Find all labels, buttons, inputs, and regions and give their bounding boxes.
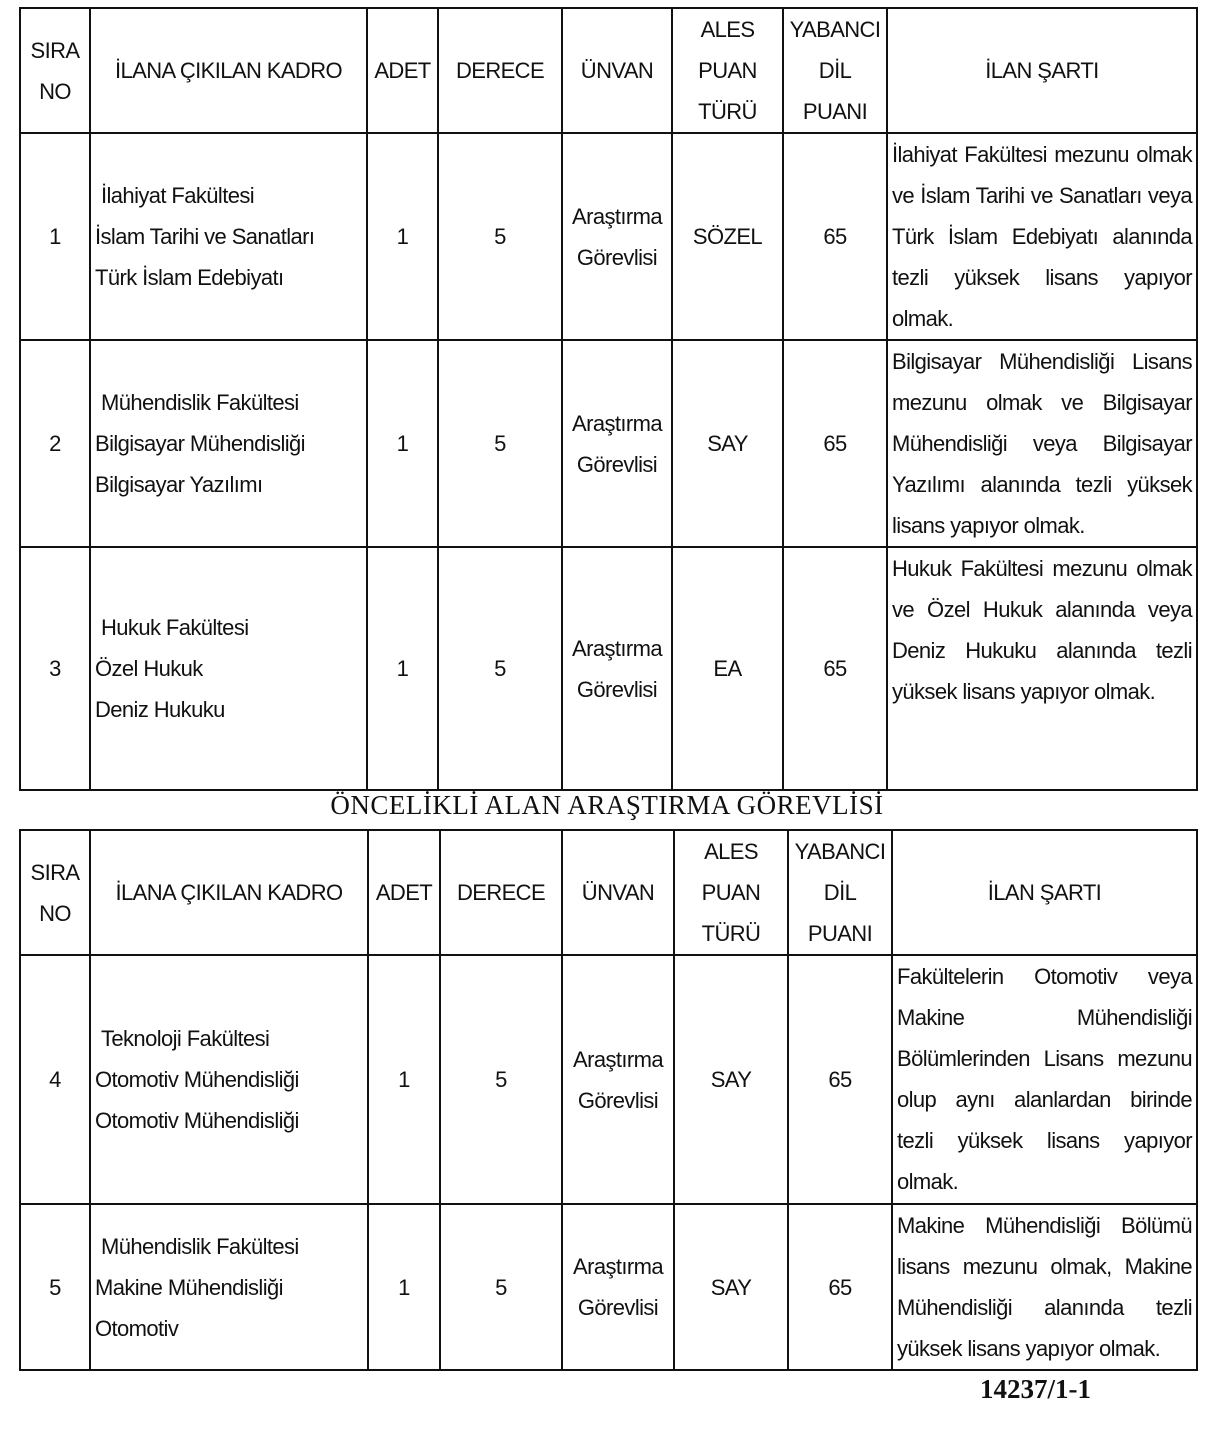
header-yabanci-dil-puani [788, 830, 892, 955]
header-ales-puan-turu [672, 8, 783, 133]
header-derece [438, 8, 562, 133]
header-label: ÜNVAN [580, 58, 654, 83]
cell-ilan-sarti: İlahiyat Fakültesi mezunu olmak ve İslam Tarihi ve Sanatları veya Türk İslam Edebiyatı alanında tezli yüksek lisans yapıyor olmak. [887, 133, 1197, 340]
cell-adet: 1 [368, 955, 440, 1204]
header-label: YABANCI DİL PUANI [794, 839, 886, 946]
header-sira-no [20, 830, 90, 955]
unvan-text: Araştırma Görevlisi [573, 1046, 663, 1113]
kadro-line: Otomotiv [95, 1315, 179, 1341]
header-adet [367, 8, 438, 133]
cell-yabanci-dil-puani: 65 [783, 133, 887, 340]
header-label: SIRA NO [30, 37, 80, 104]
header-label: ÜNVAN [581, 880, 655, 905]
cell-kadro [90, 133, 367, 340]
cell-yabanci-dil-puani: 65 [783, 340, 887, 547]
kadro-line: Özel Hukuk [95, 656, 203, 681]
cell-unvan [562, 547, 672, 790]
unvan-text: Araştırma Görevlisi [573, 1254, 663, 1320]
kadro-line: Otomotiv Mühendisliği [95, 1067, 299, 1092]
header-label: YABANCI DİL PUANI [789, 17, 881, 124]
cell-derece: 5 [440, 955, 562, 1204]
header-ilan-sarti [887, 8, 1197, 133]
table-row [20, 1204, 1197, 1370]
cell-unvan [562, 1204, 674, 1370]
cell-ilan-sarti: Bilgisayar Mühendisliği Lisans mezunu olmak ve Bilgisayar Mühendisliği veya Bilgisayar Yazılımı alanında tezli yüksek lisans yapıyor olmak. [887, 340, 1197, 547]
header-kadro [90, 830, 368, 955]
unvan-text: Araştırma Görevlisi [572, 635, 662, 702]
cell-ilan-sarti: Hukuk Fakültesi mezunu olmak ve Özel Hukuk alanında veya Deniz Hukuku alanında tezli yüksek lisans yapıyor olmak. [887, 547, 1197, 790]
header-ales-puan-turu [674, 830, 788, 955]
cell-adet: 1 [367, 133, 438, 340]
cell-ales-puan-turu: SAY [674, 1204, 788, 1370]
kadro-line: Teknoloji Fakültesi [101, 1026, 270, 1051]
header-row [20, 8, 1197, 133]
header-label: ADET [375, 880, 433, 905]
cell-ilan-sarti: Fakültelerin Otomotiv veya Makine Mühendisliği Bölümlerinden Lisans mezunu olup aynı alanlardan birinde tezli yüksek lisans yapıyor olmak. [892, 955, 1197, 1204]
cell-sira-no: 2 [20, 340, 90, 547]
section-title: ÖNCELİKLİ ALAN ARAŞTIRMA GÖREVLİSİ [330, 790, 884, 820]
header-unvan [562, 830, 674, 955]
kadro-line: Bilgisayar Yazılımı [95, 472, 263, 497]
cell-ilan-sarti: Makine Mühendisliği Bölümü lisans mezunu olmak, Makine Mühendisliği alanında tezli yüksek lisans yapıyor olmak. [892, 1204, 1197, 1370]
header-row [20, 830, 1197, 955]
cell-derece: 5 [438, 133, 562, 340]
cell-kadro [90, 547, 367, 790]
positions-table-1 [19, 7, 1198, 791]
table-row [20, 955, 1197, 1204]
header-label: İLAN ŞARTI [987, 880, 1102, 905]
cell-yabanci-dil-puani: 65 [788, 955, 892, 1204]
kadro-line: Hukuk Fakültesi [101, 615, 249, 640]
cell-sira-no: 1 [20, 133, 90, 340]
cell-kadro [90, 340, 367, 547]
cell-sira-no: 4 [20, 955, 90, 1204]
header-label: İLAN ŞARTI [985, 58, 1099, 83]
header-label: İLANA ÇIKILAN KADRO [115, 880, 343, 905]
cell-derece: 5 [438, 547, 562, 790]
header-derece [440, 830, 562, 955]
cell-adet: 1 [367, 340, 438, 547]
header-label: ADET [374, 58, 431, 83]
table-row [20, 340, 1197, 547]
kadro-line: Makine Mühendisliği [95, 1274, 283, 1300]
cell-ales-puan-turu: SAY [674, 955, 788, 1204]
cell-unvan [562, 955, 674, 1204]
header-label: İLANA ÇIKILAN KADRO [114, 58, 342, 83]
cell-yabanci-dil-puani: 65 [783, 547, 887, 790]
kadro-line: Türk İslam Edebiyatı [95, 265, 284, 290]
cell-derece: 5 [440, 1204, 562, 1370]
cell-unvan [562, 133, 672, 340]
header-ilan-sarti [892, 830, 1197, 955]
header-unvan [562, 8, 672, 133]
unvan-text: Araştırma Görevlisi [572, 203, 662, 270]
cell-kadro [90, 955, 368, 1204]
cell-ales-puan-turu: SAY [672, 340, 783, 547]
header-kadro [90, 8, 367, 133]
cell-yabanci-dil-puani: 65 [788, 1204, 892, 1370]
cell-unvan [562, 340, 672, 547]
page-footer-code: 14237/1-1 [980, 1374, 1091, 1404]
table-row [20, 133, 1197, 340]
unvan-text: Araştırma Görevlisi [572, 410, 662, 477]
kadro-line: İlahiyat Fakültesi [101, 183, 255, 208]
header-label: SIRA NO [30, 859, 80, 926]
header-label: DERECE [456, 880, 546, 905]
kadro-line: Deniz Hukuku [95, 697, 225, 722]
cell-adet: 1 [368, 1204, 440, 1370]
table-row [20, 547, 1197, 790]
cell-sira-no: 5 [20, 1204, 90, 1370]
kadro-line: İslam Tarihi ve Sanatları [95, 224, 315, 249]
kadro-line: Mühendislik Fakültesi [101, 1233, 299, 1259]
header-yabanci-dil-puani [783, 8, 887, 133]
cell-kadro [90, 1204, 368, 1370]
kadro-line: Bilgisayar Mühendisliği [95, 431, 305, 456]
kadro-line: Mühendislik Fakültesi [101, 390, 299, 415]
cell-ales-puan-turu: SÖZEL [672, 133, 783, 340]
cell-adet: 1 [367, 547, 438, 790]
cell-derece: 5 [438, 340, 562, 547]
cell-ales-puan-turu: EA [672, 547, 783, 790]
kadro-line: Otomotiv Mühendisliği [95, 1108, 299, 1133]
header-sira-no [20, 8, 90, 133]
positions-table-2 [19, 829, 1198, 1371]
cell-sira-no: 3 [20, 547, 90, 790]
header-adet [368, 830, 440, 955]
header-label: ALES PUAN TÜRÜ [701, 839, 761, 946]
header-label: ALES PUAN TÜRÜ [698, 17, 757, 124]
header-label: DERECE [455, 58, 545, 83]
